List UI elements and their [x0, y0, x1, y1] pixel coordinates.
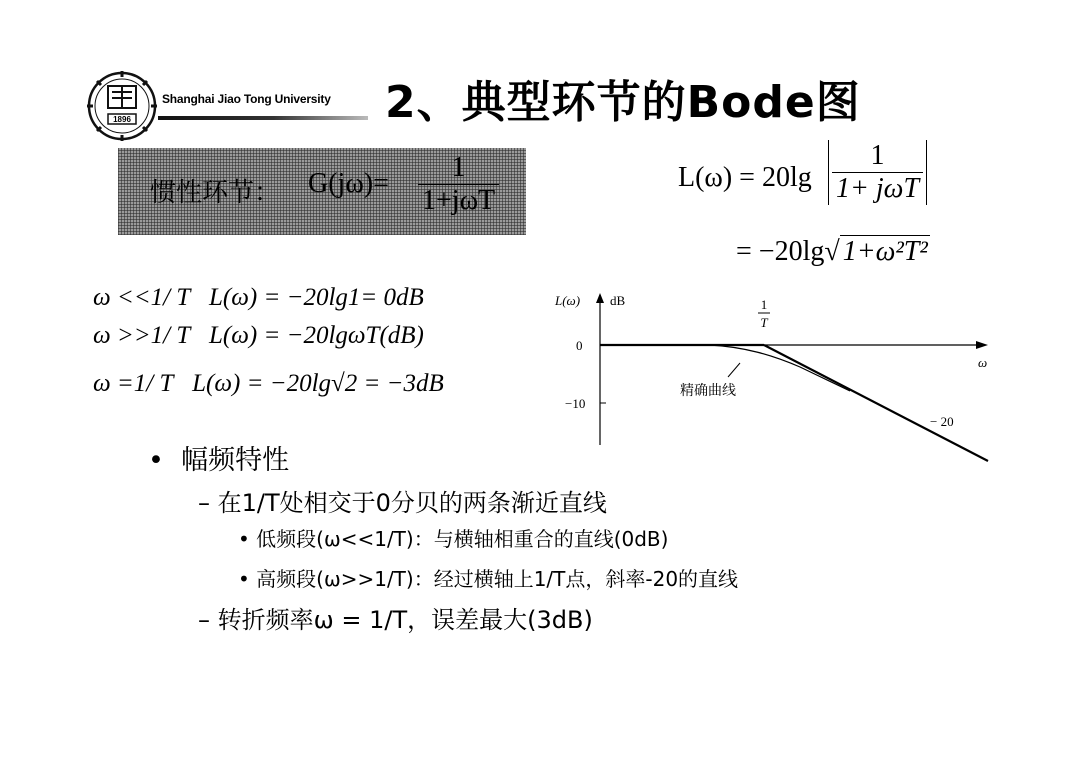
bode-plot — [550, 285, 995, 470]
university-name: Shanghai Jiao Tong University — [162, 92, 331, 106]
y-axis-arrow — [596, 293, 604, 303]
y-axis-label: L(ω) — [555, 293, 581, 308]
subsub-low-freq — [238, 523, 668, 552]
university-seal-logo — [86, 70, 158, 142]
magnitude-line2: = −20lg√ 1+ω²T² — [736, 236, 928, 267]
case-corner-result: L(ω) = −20lg√2 = −3dB — [192, 370, 444, 397]
bullet-dot: • — [148, 445, 164, 476]
case-high-cond: ω >>1/ T — [93, 322, 191, 349]
subsub-low-freq-text: 低频段(ω<<1/T)：与横轴相重合的直线(0dB) — [256, 527, 669, 551]
magnitude-denominator: 1+ jωT — [832, 172, 923, 205]
magnitude-fraction — [828, 140, 927, 205]
bullet-dot: • — [238, 527, 250, 551]
case-low-result: L(ω) = −20lg1= 0dB — [209, 284, 424, 311]
corner-denominator: T — [760, 315, 768, 330]
bullet-amplitude-text: 幅频特性 — [181, 445, 290, 476]
curve-label: 精确曲线 — [680, 383, 736, 399]
subbullet-corner-freq — [198, 600, 593, 635]
formula-box-label: 惯性环节： — [150, 178, 281, 208]
dash-marker: – — [198, 606, 210, 634]
slope-label: − 20 — [930, 414, 954, 429]
subsub-high-freq-text: 高频段(ω>>1/T)：经过横轴上1/T点，斜率-20的直线 — [256, 567, 739, 591]
y-tick-0: 0 — [576, 338, 583, 353]
case-high — [93, 322, 424, 350]
dash-marker: – — [198, 489, 210, 517]
bullet-amplitude — [148, 438, 289, 477]
x-axis-arrow — [976, 341, 988, 349]
logo-year: 1896 — [113, 115, 131, 124]
case-corner — [93, 370, 444, 398]
magnitude-numerator: 1 — [870, 140, 885, 171]
case-low-cond: ω <<1/ T — [93, 284, 191, 311]
formula-box-numerator: 1 — [451, 152, 466, 183]
magnitude-line2-sqrt: 1+ω²T² — [840, 235, 930, 267]
subbullet-asymptotes — [198, 483, 607, 518]
x-axis-label: ω — [978, 355, 988, 370]
y-tick-minus10-label: −10 — [565, 396, 586, 411]
subbullet-corner-freq-text: 转折频率ω = 1/T，误差最大(3dB) — [217, 606, 593, 634]
magnitude-line2-lhs: = −20lg — [736, 236, 825, 267]
y-axis-unit: dB — [610, 293, 626, 308]
formula-box-fraction — [418, 152, 499, 217]
formula-box-denominator: 1+jωT — [418, 184, 499, 217]
header-underline — [158, 116, 368, 120]
slide-title: 2、典型环节的Bode图 — [385, 77, 861, 128]
case-high-result: L(ω) = −20lgωT(dB) — [209, 322, 424, 349]
bullet-dot: • — [238, 567, 250, 591]
subsub-high-freq — [238, 563, 738, 592]
curve-pointer — [728, 363, 740, 377]
magnitude-lhs: L(ω) = 20lg — [678, 162, 812, 193]
corner-numerator: 1 — [760, 297, 768, 312]
case-low — [93, 284, 424, 312]
case-corner-cond: ω =1/ T — [93, 370, 174, 397]
high-freq-asymptote — [764, 345, 988, 461]
formula-box-lhs: G(jω)= — [308, 168, 389, 199]
subbullet-asymptotes-text: 在1/T处相交于0分贝的两条渐近直线 — [217, 489, 607, 517]
